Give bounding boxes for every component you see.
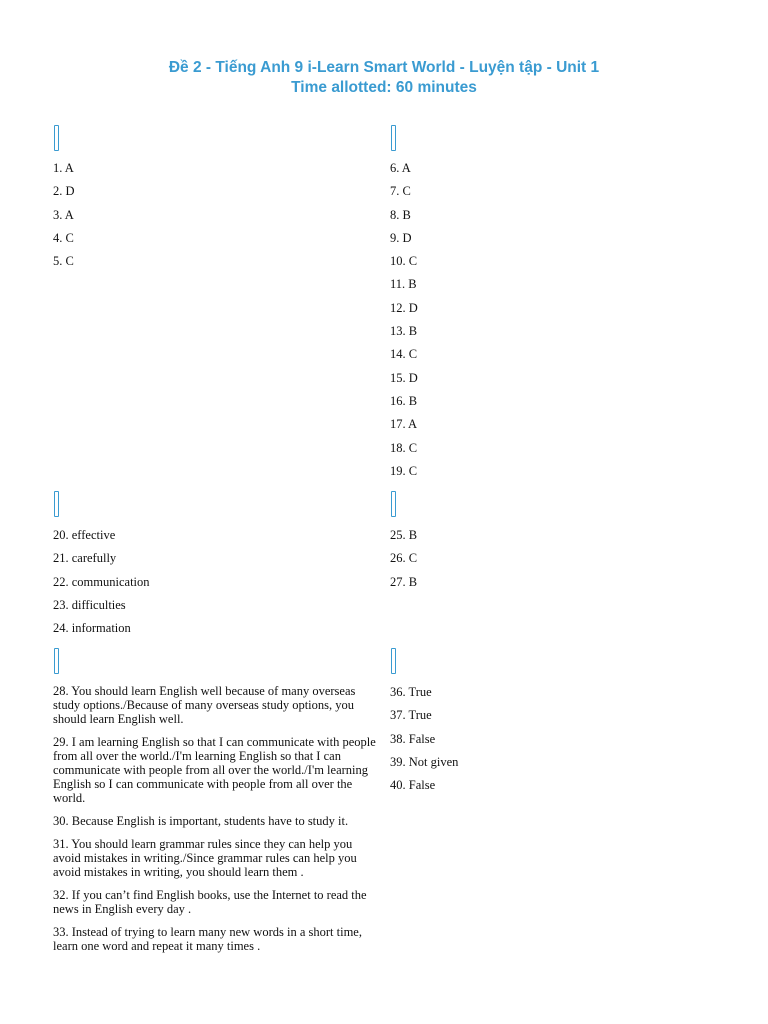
answer-33: 33. Instead of trying to learn many new words in a short time, learn one word and repeat it many times . — [53, 925, 362, 953]
section-marker-icon — [54, 648, 59, 674]
answer-40: 40. False — [390, 778, 436, 793]
answer-39: 39. Not given — [390, 754, 459, 769]
section1-right-column — [390, 125, 720, 479]
section1-left-column — [53, 125, 383, 269]
section-marker-icon — [391, 491, 396, 517]
answer-25: 25. B — [390, 528, 418, 542]
answer-5: 5. C — [53, 254, 74, 269]
answer-6: 6. A — [390, 161, 411, 175]
answer-22: 22. communication — [53, 574, 150, 589]
answer-38: 38. False — [390, 731, 436, 746]
answer-14: 14. C — [390, 347, 418, 362]
answer-9: 9. D — [390, 230, 412, 245]
answer-30: 30. Because English is important, students have to study it. — [53, 814, 349, 828]
answer-15: 15. D — [390, 370, 418, 385]
section2-right-column — [390, 491, 720, 590]
answer-1: 1. A — [53, 161, 74, 175]
answer-23: 23. difficulties — [53, 597, 126, 612]
answer-26: 26. C — [390, 551, 418, 566]
answer-21: 21. carefully — [53, 551, 117, 566]
section2-left-column — [53, 491, 383, 636]
answer-4: 4. C — [53, 230, 74, 245]
answer-18: 18. C — [390, 440, 418, 455]
answer-29: 29. I am learning English so that I can communicate with people from all over the world./I'm learning English so that I can communicate with people from all over the world./I'm learning English so I can communicate with people from all over the world. — [53, 735, 376, 805]
answer-17: 17. A — [390, 417, 418, 432]
section-marker-icon — [391, 648, 396, 674]
answer-28: 28. You should learn English well because of many overseas study options./Because of many overseas study options, you should learn English well. — [53, 684, 356, 726]
answer-12: 12. D — [390, 300, 418, 315]
answer-16: 16. B — [390, 393, 418, 408]
answer-2: 2. D — [53, 184, 75, 199]
answer-3: 3. A — [53, 207, 74, 222]
answer-8: 8. B — [390, 207, 411, 222]
answer-7: 7. C — [390, 184, 411, 199]
answer-31: 31. You should learn grammar rules since they can help you avoid mistakes in writing./Since grammar rules can help you avoid mistakes in writing, you should learn them . — [53, 837, 357, 879]
answer-27: 27. B — [390, 574, 418, 589]
section3-left-column — [53, 648, 379, 962]
answer-19: 19. C — [390, 463, 418, 478]
page-title — [0, 58, 768, 98]
title-line-1: Đề 2 - Tiếng Anh 9 i-Learn Smart World - Luyện tập - Unit 1 — [168, 59, 600, 76]
title-line-2: Time allotted: 60 minutes — [291, 79, 477, 96]
section-marker-icon — [391, 125, 396, 151]
section-marker-icon — [54, 125, 59, 151]
section3-right-column — [390, 648, 720, 793]
answer-37: 37. True — [390, 708, 432, 723]
section-marker-icon — [54, 491, 59, 517]
answer-24: 24. information — [53, 621, 131, 636]
answer-11: 11. B — [390, 277, 417, 292]
answer-13: 13. B — [390, 324, 418, 339]
answer-20: 20. effective — [53, 528, 116, 542]
answer-10: 10. C — [390, 254, 418, 269]
answer-32: 32. If you can’t find English books, use the Internet to read the news in English every day . — [53, 888, 367, 916]
answer-36: 36. True — [390, 685, 432, 699]
